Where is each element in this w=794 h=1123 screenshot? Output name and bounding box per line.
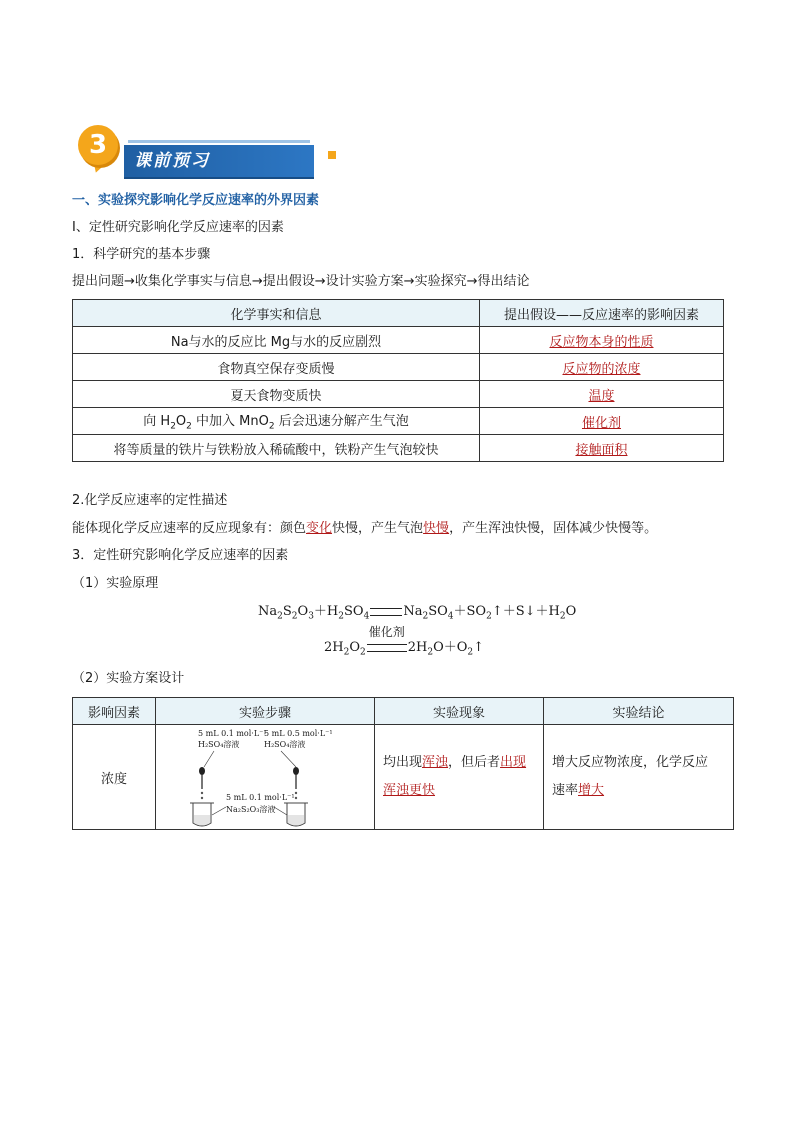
catalyst-label: 催化剂 [368, 624, 405, 639]
hypothesis-answer: 温度 [588, 388, 615, 404]
conclusion-cell: 增大反应物浓度，化学反应 速率增大 [544, 725, 734, 830]
table-header: 实验步骤 [156, 698, 375, 725]
experiment-table [72, 697, 734, 830]
answer-blank: 浑浊 [422, 755, 449, 770]
fact-cell: 向 $H_2O_2$ 中加入 MnO$_2$ 后会迅速分解产生气泡 [73, 408, 480, 435]
table-header-row [73, 698, 734, 725]
fact-cell: 食物真空保存变质慢 [73, 354, 480, 381]
fact-cell: 夏天食物变质快 [73, 381, 480, 408]
equals-sign [370, 608, 402, 616]
section-banner [78, 125, 268, 187]
banner-number-badge: 3 [78, 125, 118, 165]
fact-cell: 将等质量的铁片与铁粉放入稀硫酸中，铁粉产生气泡较快 [73, 435, 480, 462]
facts-table [72, 299, 724, 462]
answer-blank: 快慢 [423, 521, 450, 536]
answer-blank: 变化 [306, 521, 333, 536]
test-tube-illustration: 5 mL 0.1 mol·L⁻¹ H₂SO₄溶液 5 mL 0.5 mol·L⁻¹ H₂SO₄溶液 5 mL 0.1 mol·L⁻¹ Na₂S₂O₃溶液 [156, 727, 364, 827]
item-title-3: 3．定性研究影响化学反应速率的因素 [72, 548, 289, 563]
hypothesis-answer: 反应物的浓度 [562, 361, 641, 377]
answer-blank: 增大 [578, 783, 605, 798]
principle-title: （1）实验原理 [72, 576, 159, 591]
table-header: 影响因素 [73, 698, 156, 725]
hypothesis-answer: 接触面积 [575, 442, 628, 458]
table-row [73, 327, 724, 354]
reaction-equation-2: $2H_2O_2$ 催化剂 $2H_2O+O_2↑$ [324, 624, 485, 658]
table-header: 提出假设——反应速率的影响因素 [480, 300, 724, 327]
table-header: 实验现象 [375, 698, 544, 725]
factor-cell: 浓度 [73, 725, 156, 830]
steps-cell [156, 725, 375, 830]
design-title: （2）实验方案设计 [72, 671, 185, 686]
table-header: 实验结论 [544, 698, 734, 725]
table-row [73, 354, 724, 381]
description-text: 能体现化学反应速率的反应现象有：颜色变化快慢，产生气泡快慢，产生浑浊快慢，固体减少快慢等。 [72, 521, 658, 536]
banner-title: 课前预习 [134, 151, 210, 171]
section-heading: 一、实验探究影响化学反应速率的外界因素 [72, 193, 320, 208]
table-header-row [73, 300, 724, 327]
table-row [73, 435, 724, 462]
table-row [73, 381, 724, 408]
hypothesis-answer: 催化剂 [581, 415, 621, 431]
table-header: 化学事实和信息 [73, 300, 480, 327]
reaction-equation-1: $Na_2S_2O_3+H_2SO_4$ $Na_2SO_4+SO_2↑+S↓+H_2O$ [258, 604, 577, 622]
answer-blank: 出现 [500, 755, 527, 770]
item-title-2: 2.化学反应速率的定性描述 [72, 493, 228, 508]
catalyst-equals-sign [367, 624, 407, 652]
banner-shadow [128, 140, 310, 143]
table-row [73, 725, 734, 830]
fact-cell: Na与水的反应比 Mg与水的反应剧烈 [73, 327, 480, 354]
table-row [73, 408, 724, 435]
hypothesis-answer: 反应物本身的性质 [549, 334, 654, 350]
banner-square-icon [328, 151, 336, 159]
item-title-1: 1．科学研究的基本步骤 [72, 247, 211, 262]
answer-blank: 浑浊更快 [383, 783, 436, 798]
steps-text: 提出问题→收集化学事实与信息→提出假设→设计实验方案→实验探究→得出结论 [72, 274, 530, 289]
test-tubes-icon [156, 727, 364, 827]
subsection-title: Ⅰ、定性研究影响化学反应速率的因素 [72, 220, 284, 235]
phenomenon-cell: 均出现浑浊，但后者出现 浑浊更快 [375, 725, 544, 830]
